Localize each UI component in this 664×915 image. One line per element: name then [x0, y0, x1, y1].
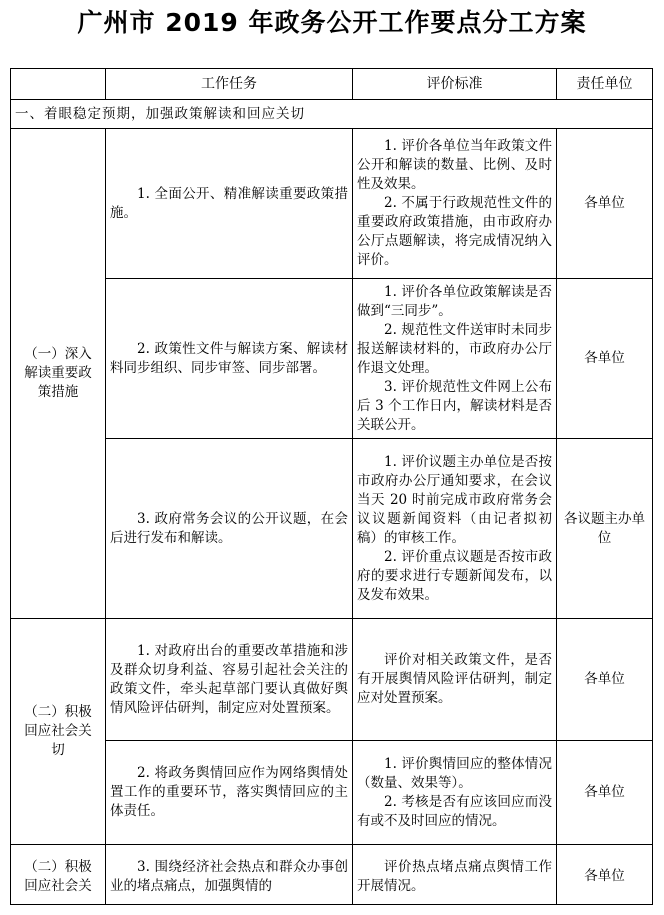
unit-cell: 各单位 [557, 279, 653, 439]
unit-cell: 各议题主办单位 [557, 439, 653, 619]
criteria-cell: 1. 评价舆情回应的整体情况（数量、效果等）。 2. 考核是否有应该回应而没有或不及时回应的情况。 [353, 741, 557, 845]
task-cell: 1. 全面公开、精准解读重要政策措施。 [106, 129, 353, 279]
header-task: 工作任务 [106, 69, 353, 100]
page-title: 广州市 2019 年政务公开工作要点分工方案 [77, 8, 587, 37]
table-row [11, 129, 653, 279]
criteria-cell: 1. 评价各单位政策解读是否做到“三同步”。 2. 规范性文件送审时未同步报送解读材料的，市政府办公厅作退文处理。 3. 评价规范性文件网上公布后 3 个工作日内，解读材料是否关联公开。 [353, 279, 557, 439]
section-row [11, 100, 653, 129]
header-unit: 责任单位 [557, 69, 653, 100]
category-cell: （一）深入解读重要政策措施 [11, 129, 106, 619]
table-header-row [11, 69, 653, 100]
table-row [11, 741, 653, 845]
table-row [11, 619, 653, 741]
table-row [11, 279, 653, 439]
header-category [11, 69, 106, 100]
criteria-cell: 评价对相关政策文件，是否有开展舆情风险评估研判，制定应对处置预案。 [353, 619, 557, 741]
criteria-cell: 1. 评价各单位当年政策文件公开和解读的数量、比例、及时性及效果。 2. 不属于行政规范性文件的重要政府政策措施，由市政府办公厅点题解读，将完成情况纳入评价。 [353, 129, 557, 279]
table-row [11, 845, 653, 905]
unit-cell: 各单位 [557, 129, 653, 279]
category-cell: （二）积极回应社会关 [11, 845, 106, 905]
section-heading: 一、着眼稳定预期，加强政策解读和回应关切 [11, 100, 653, 129]
category-cell: （二）积极回应社会关切 [11, 619, 106, 845]
task-cell: 1. 对政府出台的重要改革措施和涉及群众切身利益、容易引起社会关注的政策文件，牵头起草部门要认真做好舆情风险评估研判，制定应对处置预案。 [106, 619, 353, 741]
task-cell: 3. 政府常务会议的公开议题，在会后进行发布和解读。 [106, 439, 353, 619]
unit-cell: 各单位 [557, 741, 653, 845]
task-table [10, 68, 653, 905]
criteria-cell: 评价热点堵点痛点舆情工作开展情况。 [353, 845, 557, 905]
unit-cell: 各单位 [557, 619, 653, 741]
table-row [11, 439, 653, 619]
criteria-cell: 1. 评价议题主办单位是否按市政府办公厅通知要求，在会议当天 20 时前完成市政府常务会议议题新闻资料（由记者拟初稿）的审核工作。 2. 评价重点议题是否按市政府的要求进行专题新闻发布，以及发布效果。 [353, 439, 557, 619]
task-cell: 3. 围绕经济社会热点和群众办事创业的堵点痛点，加强舆情的 [106, 845, 353, 905]
task-cell: 2. 将政务舆情回应作为网络舆情处置工作的重要环节，落实舆情回应的主体责任。 [106, 741, 353, 845]
header-criteria: 评价标准 [353, 69, 557, 100]
task-cell: 2. 政策性文件与解读方案、解读材料同步组织、同步审签、同步部署。 [106, 279, 353, 439]
unit-cell: 各单位 [557, 845, 653, 905]
